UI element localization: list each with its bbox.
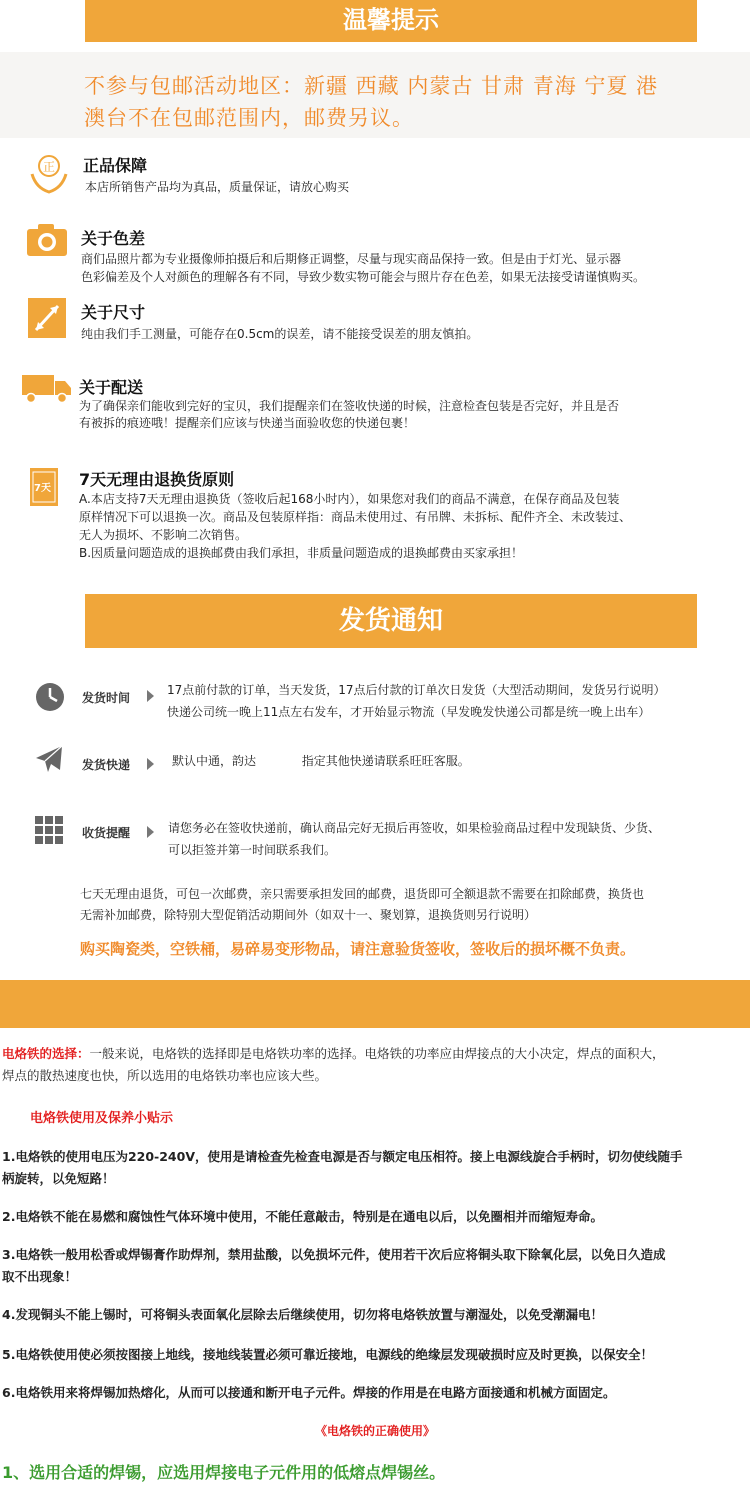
svg-text:正: 正 [42,160,56,174]
intro-label: 电烙铁的选择： [2,1046,90,1061]
ship-arrow-express [147,758,154,770]
shipping-title: 发货通知 [338,606,443,636]
guarantee-text-color-2: 色彩偏差及个人对颜色的理解各有不同，导致少数实物可能会与照片存在色差，如果无法接受请谨慎购买。 [81,270,646,284]
ruler-icon [28,298,66,342]
guarantee-text-color-1: 商们品照片都为专业摄像师拍摄后和后期修正调整，尽量与现实商品保持一致。但是由于灯光、显示器 [81,252,622,266]
ship-text-receive-2: 可以拒签并第一时间联系我们。 [168,843,337,857]
ship-text-time-2: 快递公司统一晚上11点左右发车，才开始显示物流（早发晚发快递公司都是统一晚上出车） [167,705,651,719]
ship-text-time-1: 17点前付款的订单，当天发货，17点后付款的订单次日发货（大型活动期间，发货另行说明） [167,683,666,697]
intro-line-1 [2,1043,665,1065]
tips-heading: 电烙铁使用及保养小贴示 [30,1111,174,1126]
notice-title: 温馨提示 [343,6,439,34]
tip-5: 5.电烙铁使用使必须按图接上地线，接地线装置必须可靠近接地，电源线的绝缘层发现破损时应及时更换，以保安全！ [2,1347,653,1362]
section-divider-bar [0,980,750,1028]
guarantee-text-delivery-1: 为了确保亲们能收到完好的宝贝，我们提醒亲们在签收快递的时候，注意检查包装是否完好，并且是否 [79,399,620,413]
intro-text-1: 一般来说，电烙铁的选择即是电烙铁功率的选择。电烙铁的功率应由焊接点的大小决定，焊点的面积大， [89,1046,665,1061]
grid-icon [35,816,63,848]
seven-day-icon [30,468,58,510]
guarantee-title-delivery: 关于配送 [79,378,144,397]
correct-use-heading: 《电烙铁的正确使用》 [314,1424,435,1438]
notice-line-1: 不参与包邮活动地区：新疆 西藏 内蒙古 甘肃 青海 宁夏 港 [84,74,659,98]
shipping-banner [85,594,697,648]
guarantee-text-return-2: 原样情况下可以退换一次。商品及包装原样指：商品未使用过、有吊牌、未拆标、配件齐全、未改装过、 [79,510,632,524]
camera-icon [26,223,68,261]
tip-1-line-1: 1.电烙铁的使用电压为220-240V，使用是请检查先检查电源是否与额定电压相符。接上电源线旋合手柄时，切勿使线随手 [2,1149,683,1164]
clock-icon [35,682,65,716]
guarantee-title-color: 关于色差 [81,229,146,248]
returns-text-1: 七天无理由退货，可包一次邮费，亲只需要承担发回的邮费，退货即可全额退款不需要在扣除邮费，换货也 [80,887,645,901]
guarantee-title-return: 7天无理由退换货原则 [79,470,235,489]
tip-4: 4.发现铜头不能上锡时，可将铜头表面氧化层除去后继续使用，切勿将电烙铁放置与潮湿处，以免受潮漏电！ [2,1307,603,1322]
ship-text-receive-1: 请您务必在签收快递前，确认商品完好无损后再签收，如果检验商品过程中发现缺货、少货、 [168,821,661,835]
guarantee-text-return-3: 无人为损坏、不影响二次销售。 [79,528,248,542]
intro-line-2: 焊点的散热速度也快，所以选用的电烙铁功率也应该大些。 [2,1068,328,1083]
guarantee-title-genuine: 正品保障 [83,156,148,175]
guarantee-text-size: 纯由我们手工测量，可能存在0.5cm的误差，请不能接受误差的朋友慎拍。 [81,327,479,341]
notice-line-2: 澳台不在包邮范围内，邮费另议。 [84,106,414,130]
fragile-warning: 购买陶瓷类，空铁桶，易碎易变形物品，请注意验货签收，签收后的损坏概不负责。 [80,940,636,958]
tip-1-line-2: 柄旋转，以免短路！ [2,1171,115,1186]
tip-2: 2.电烙铁不能在易燃和腐蚀性气体环境中使用，不能任意敲击，特别是在通电以后，以免圈相并而缩短寿命。 [2,1209,603,1224]
ship-label-time: 发货时间 [82,691,131,705]
guarantee-title-size: 关于尺寸 [81,303,146,322]
tip-6: 6.电烙铁用来将焊锡加热熔化，从而可以接通和断开电子元件。焊接的作用是在电路方面接通和机械方面固定。 [2,1385,616,1400]
ship-text-express: 默认中通，韵达 指定其他快递请联系旺旺客服。 [172,754,470,768]
guarantee-text-genuine: 本店所销售产品均为真品，质量保证，请放心购买 [85,180,350,194]
airplane-icon [32,744,66,782]
notice-banner [85,0,697,42]
tip-3-line-2: 取不出现象！ [2,1269,78,1284]
ship-label-express: 发货快递 [82,758,131,772]
genuine-hands-icon [28,152,70,198]
guarantee-text-return-1: A.本店支持7天无理由退换货（签收后起168小时内），如果您对我们的商品不满意，在保存商品及包装 [79,492,620,506]
seven-day-icon-text: 7天 [34,483,51,494]
tip-3-line-1: 3.电烙铁一般用松香或焊锡膏作助焊剂，禁用盐酸，以免损坏元件，使用若干次后应将铜头取下除氧化层，以免日久造成 [2,1247,666,1262]
guarantee-text-delivery-2: 有被拆的痕迹哦！提醒亲们应该与快递当面验收您的快递包裹！ [79,416,416,430]
returns-text-2: 无需补加邮费，除特别大型促销活动期间外（如双十一、聚划算，退换货则另行说明） [80,908,537,922]
truck-icon [22,373,72,407]
ship-arrow-time [147,690,154,702]
step-1: 1、选用合适的焊锡，应选用焊接电子元件用的低熔点焊锡丝。 [2,1463,446,1482]
ship-label-receive: 收货提醒 [82,826,131,840]
ship-arrow-receive [147,826,154,838]
guarantee-text-return-4: B.因质量问题造成的退换邮费由我们承担，非质量问题造成的退换邮费由买家承担！ [79,546,524,560]
